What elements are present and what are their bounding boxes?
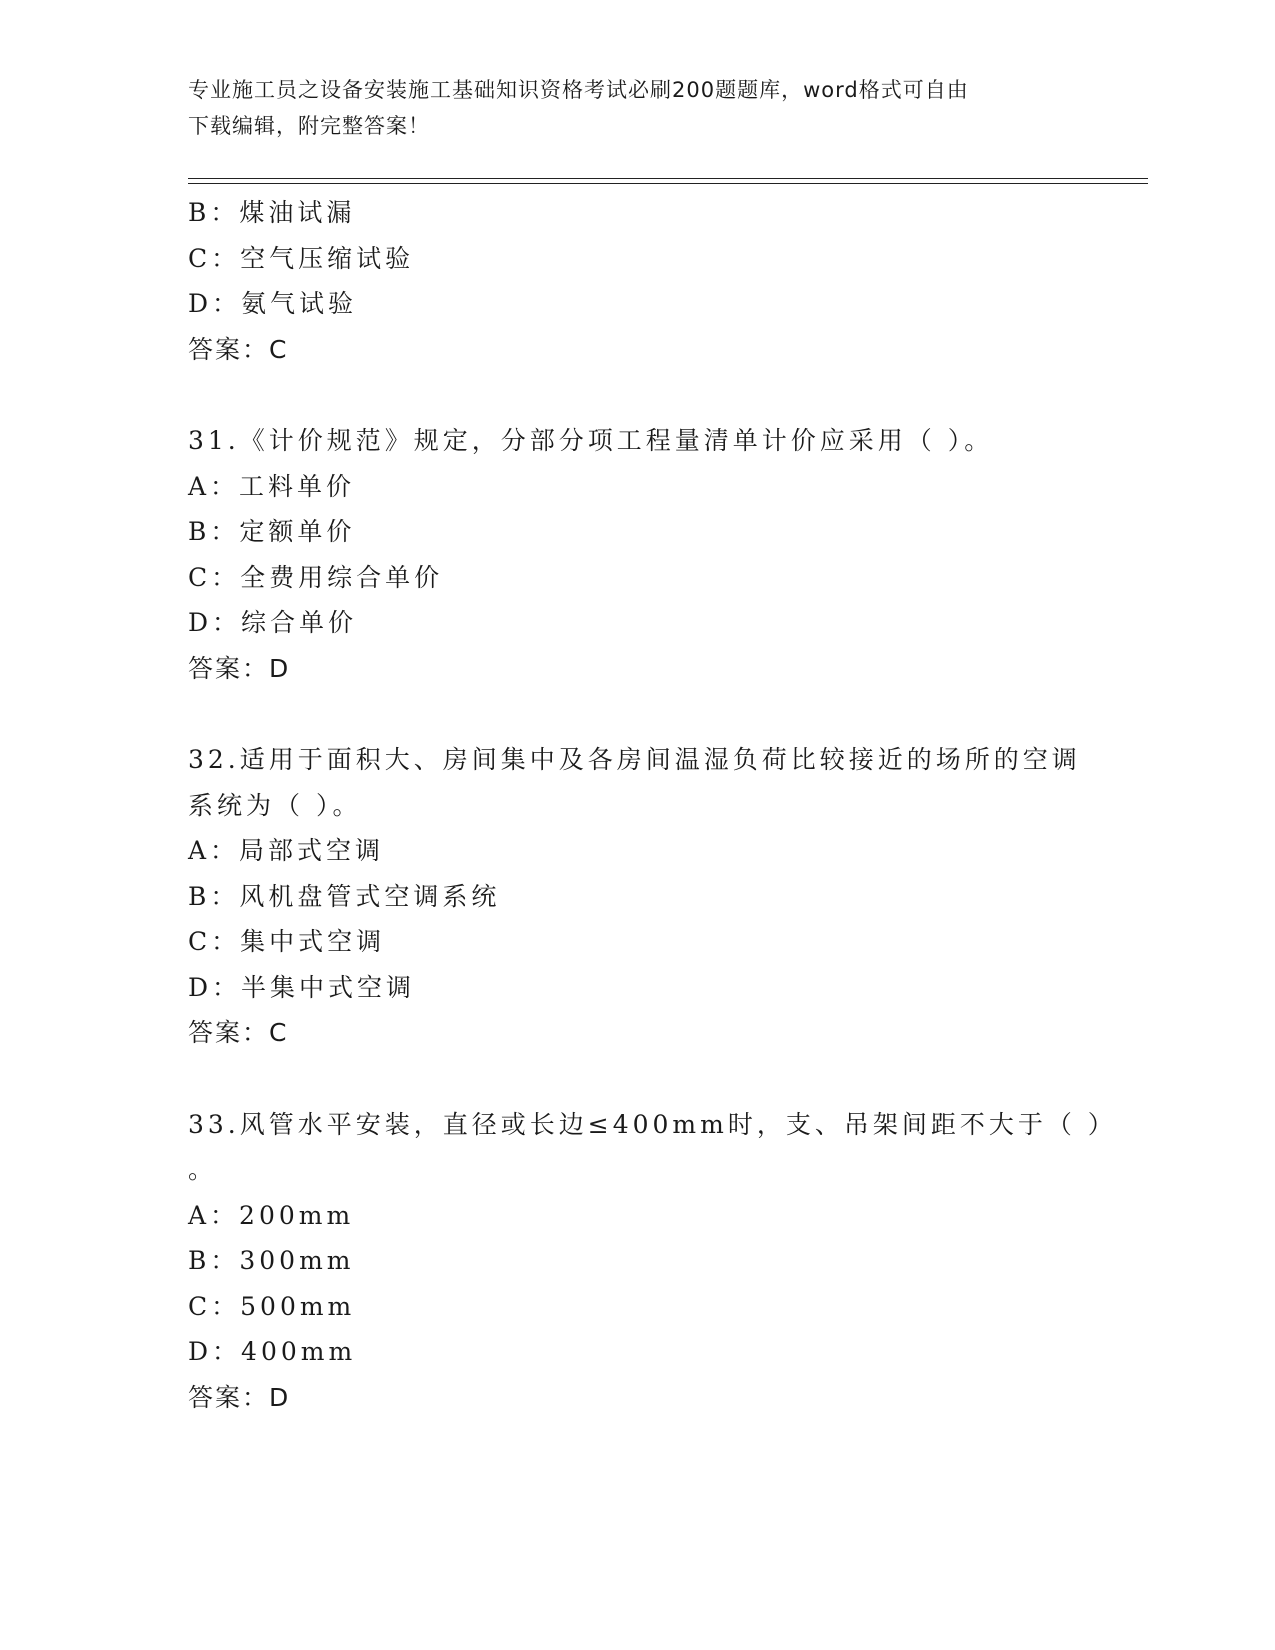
question-30-block [188, 190, 1088, 372]
answer-line: 答案：C [188, 334, 289, 364]
option-a: A：局部式空调 [188, 836, 385, 865]
question-text: 31.《计价规范》规定，分部分项工程量清单计价应采用（ ）。 [188, 426, 994, 455]
option-a: A：200mm [188, 1200, 355, 1230]
answer-line: 答案：C [188, 1018, 289, 1047]
question-33-block [188, 1102, 1117, 1421]
option-d: D：综合单价 [188, 608, 358, 637]
option-c: C：空气压缩试验 [188, 243, 415, 273]
option-c: C：全费用综合单价 [188, 562, 444, 592]
question-32-block [188, 737, 1088, 1056]
question-text-line-2: 。 [188, 1155, 214, 1184]
header-line-2: 下载编辑，附完整答案！ [188, 114, 430, 138]
option-a: A：工料单价 [188, 471, 356, 501]
spacer [188, 691, 1088, 737]
option-d: D：半集中式空调 [188, 972, 416, 1002]
header-divider-top [188, 178, 1148, 179]
option-d: D：氨气试验 [188, 289, 358, 318]
option-b: B：定额单价 [188, 517, 356, 546]
option-c: C：集中式空调 [188, 927, 386, 956]
header-line-1: 专业施工员之设备安装施工基础知识资格考试必刷200题题库，word格式可自由 [188, 78, 969, 102]
answer-line: 答案：D [188, 653, 291, 683]
option-b: B：300mm [188, 1246, 355, 1275]
question-text-line-1: 33.风管水平安装，直径或长边≤400mm时，支、吊架间距不大于（ ） [188, 1109, 1117, 1139]
spacer [188, 372, 1088, 418]
option-c: C：500mm [188, 1291, 356, 1321]
question-text-line-1: 32.适用于面积大、房间集中及各房间温湿负荷比较接近的场所的空调 [188, 745, 1081, 774]
question-text-line-2: 系统为（ ）。 [188, 790, 362, 820]
option-b: B：煤油试漏 [188, 198, 356, 227]
answer-line: 答案：D [188, 1382, 291, 1412]
document-header [188, 72, 1068, 144]
question-31-block [188, 418, 1088, 691]
spacer [188, 1056, 1088, 1102]
option-d: D：400mm [188, 1337, 357, 1366]
option-b: B：风机盘管式空调系统 [188, 881, 501, 911]
document-body [188, 190, 1117, 1420]
header-divider-bottom [188, 183, 1148, 184]
